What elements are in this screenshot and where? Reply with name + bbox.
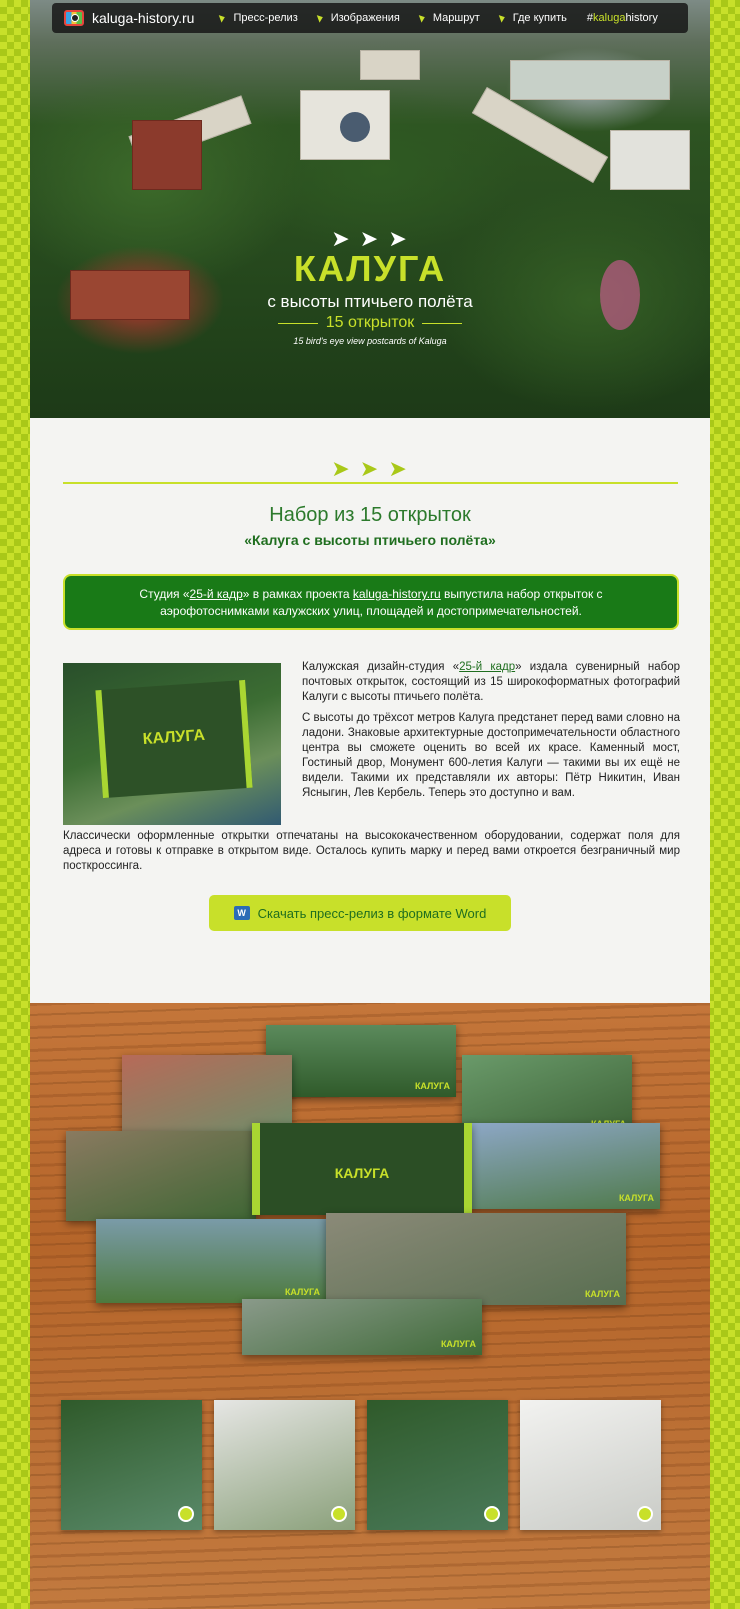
box-label: КАЛУГА	[142, 726, 206, 749]
hashtag-suffix: history	[625, 12, 658, 24]
hashtag-accent: kaluga	[593, 12, 626, 24]
postcard-label: КАЛУГА	[618, 1193, 654, 1203]
gallery-thumb-4[interactable]	[520, 1400, 661, 1530]
arrow-icon	[219, 13, 226, 22]
site-logo[interactable]	[64, 10, 194, 26]
paragraph-text: » издала сувенирный набор почтовых открыток, состоящий из 15 широкоформатных фотографий Калуги с высоты птичьего полёта.	[302, 661, 680, 703]
nav-link-images[interactable]	[318, 12, 400, 24]
banner-text: выпустила набор открыток с аэрофотоснимками калужских улиц, площадей и достопримечательностей.	[160, 587, 603, 618]
arrow-icon	[499, 13, 506, 22]
nav-hashtag[interactable]	[587, 12, 658, 24]
hero-aerial-photo	[30, 0, 710, 418]
postcard-box	[95, 680, 252, 798]
gallery-thumb-3[interactable]	[367, 1400, 508, 1530]
download-word-button[interactable]	[209, 895, 511, 931]
postcards-gallery	[30, 1003, 710, 1609]
building	[132, 120, 202, 190]
studio-link[interactable]: 25-й кадр	[459, 661, 516, 673]
nav-link-label: Изображения	[330, 12, 400, 24]
page	[30, 0, 710, 1609]
section-heading: Набор из 15 открыток	[269, 504, 471, 526]
nav-link-press[interactable]	[220, 12, 297, 24]
postcard	[66, 1131, 256, 1221]
banner-text: » в рамках проекта	[242, 587, 353, 601]
studio-link[interactable]: 25-й кадр	[189, 587, 243, 601]
building	[610, 130, 690, 190]
hero-subtitle: с высоты птичьего полёта	[267, 292, 473, 311]
paragraph: С высоты до трёхсот метров Калуга предстанет перед вами словно на ладони. Знаковые архитектурные достопримечательности областного центра вы сможете оценить во всей их красе. Каменный мост, Гостиный двор, Монумент 600-летия Калуги — такими вы их ещё не видели. Такими их представляли их авторы: Пётр Никитин, Иван Ясныгин, Лев Кербель. Теперь это доступно и вам.	[302, 712, 680, 799]
zoom-icon	[484, 1506, 500, 1522]
market-building	[510, 60, 670, 100]
postcard-label: КАЛУГА	[284, 1287, 320, 1297]
zoom-icon	[178, 1506, 194, 1522]
nav-link-label: Где купить	[512, 12, 567, 24]
word-icon: W	[234, 906, 250, 920]
birds-icon: ➤ ➤ ➤	[331, 456, 409, 481]
paragraph: Классически оформленные открытки отпечатаны на высококачественном оборудовании, содержат поля для адреса и готовы к отправке в открытом виде. Осталось купить марку и перед вами откроется безграничный мир посткроссинга.	[63, 830, 680, 872]
site-name[interactable]: kaluga-history.ru	[92, 10, 195, 26]
zoom-icon	[637, 1506, 653, 1522]
nav-links	[220, 12, 586, 24]
arrow-icon	[317, 13, 324, 22]
top-nav	[52, 3, 688, 33]
download-label: Скачать пресс-релиз в формате Word	[257, 905, 487, 921]
decorative-line	[63, 482, 678, 484]
cathedral-dome	[340, 112, 370, 142]
paragraph	[302, 660, 680, 705]
hero-title: КАЛУГА	[293, 248, 447, 289]
nav-link-label: Пресс-релиз	[233, 12, 298, 24]
postcard-label: КАЛУГА	[584, 1289, 620, 1299]
zoom-icon	[331, 1506, 347, 1522]
nav-link-route[interactable]	[420, 12, 480, 24]
postcard	[326, 1213, 626, 1305]
section-subheading: «Калуга с высоты птичьего полёта»	[244, 532, 496, 548]
hero-count: 15 открыток	[325, 314, 415, 331]
intro-banner	[63, 574, 679, 630]
divider	[278, 323, 318, 324]
postcard	[266, 1025, 456, 1097]
birds-icon: ➤ ➤ ➤	[331, 226, 409, 251]
camera-icon	[64, 10, 84, 26]
hero-english: 15 bird's eye view postcards of Kaluga	[293, 336, 447, 346]
gallery-thumb-2[interactable]	[214, 1400, 355, 1530]
postcard-set-photo	[63, 663, 281, 825]
postcard	[242, 1299, 482, 1355]
project-link[interactable]: kaluga-history.ru	[352, 587, 441, 601]
press-release-section	[30, 418, 710, 1003]
nav-link-buy[interactable]	[500, 12, 567, 24]
postcard-label: КАЛУГА	[440, 1339, 476, 1349]
building	[472, 87, 608, 183]
body-text	[302, 660, 680, 807]
arrow-icon	[419, 13, 426, 22]
divider	[422, 323, 462, 324]
building	[360, 50, 420, 80]
hero-count-line	[30, 314, 710, 332]
postcard-label: КАЛУГА	[334, 1165, 390, 1181]
hero-title-block	[30, 226, 710, 346]
postcard-label: КАЛУГА	[414, 1081, 450, 1091]
postcard	[470, 1123, 660, 1209]
postcard-box	[252, 1123, 472, 1215]
gallery-thumb-1[interactable]	[61, 1400, 202, 1530]
banner-text: Студия «	[139, 587, 190, 601]
paragraph-text: Калужская дизайн-студия «	[302, 661, 460, 673]
nav-link-label: Маршрут	[432, 12, 480, 24]
hashtag-prefix: #	[586, 12, 594, 24]
postcard	[96, 1219, 326, 1303]
